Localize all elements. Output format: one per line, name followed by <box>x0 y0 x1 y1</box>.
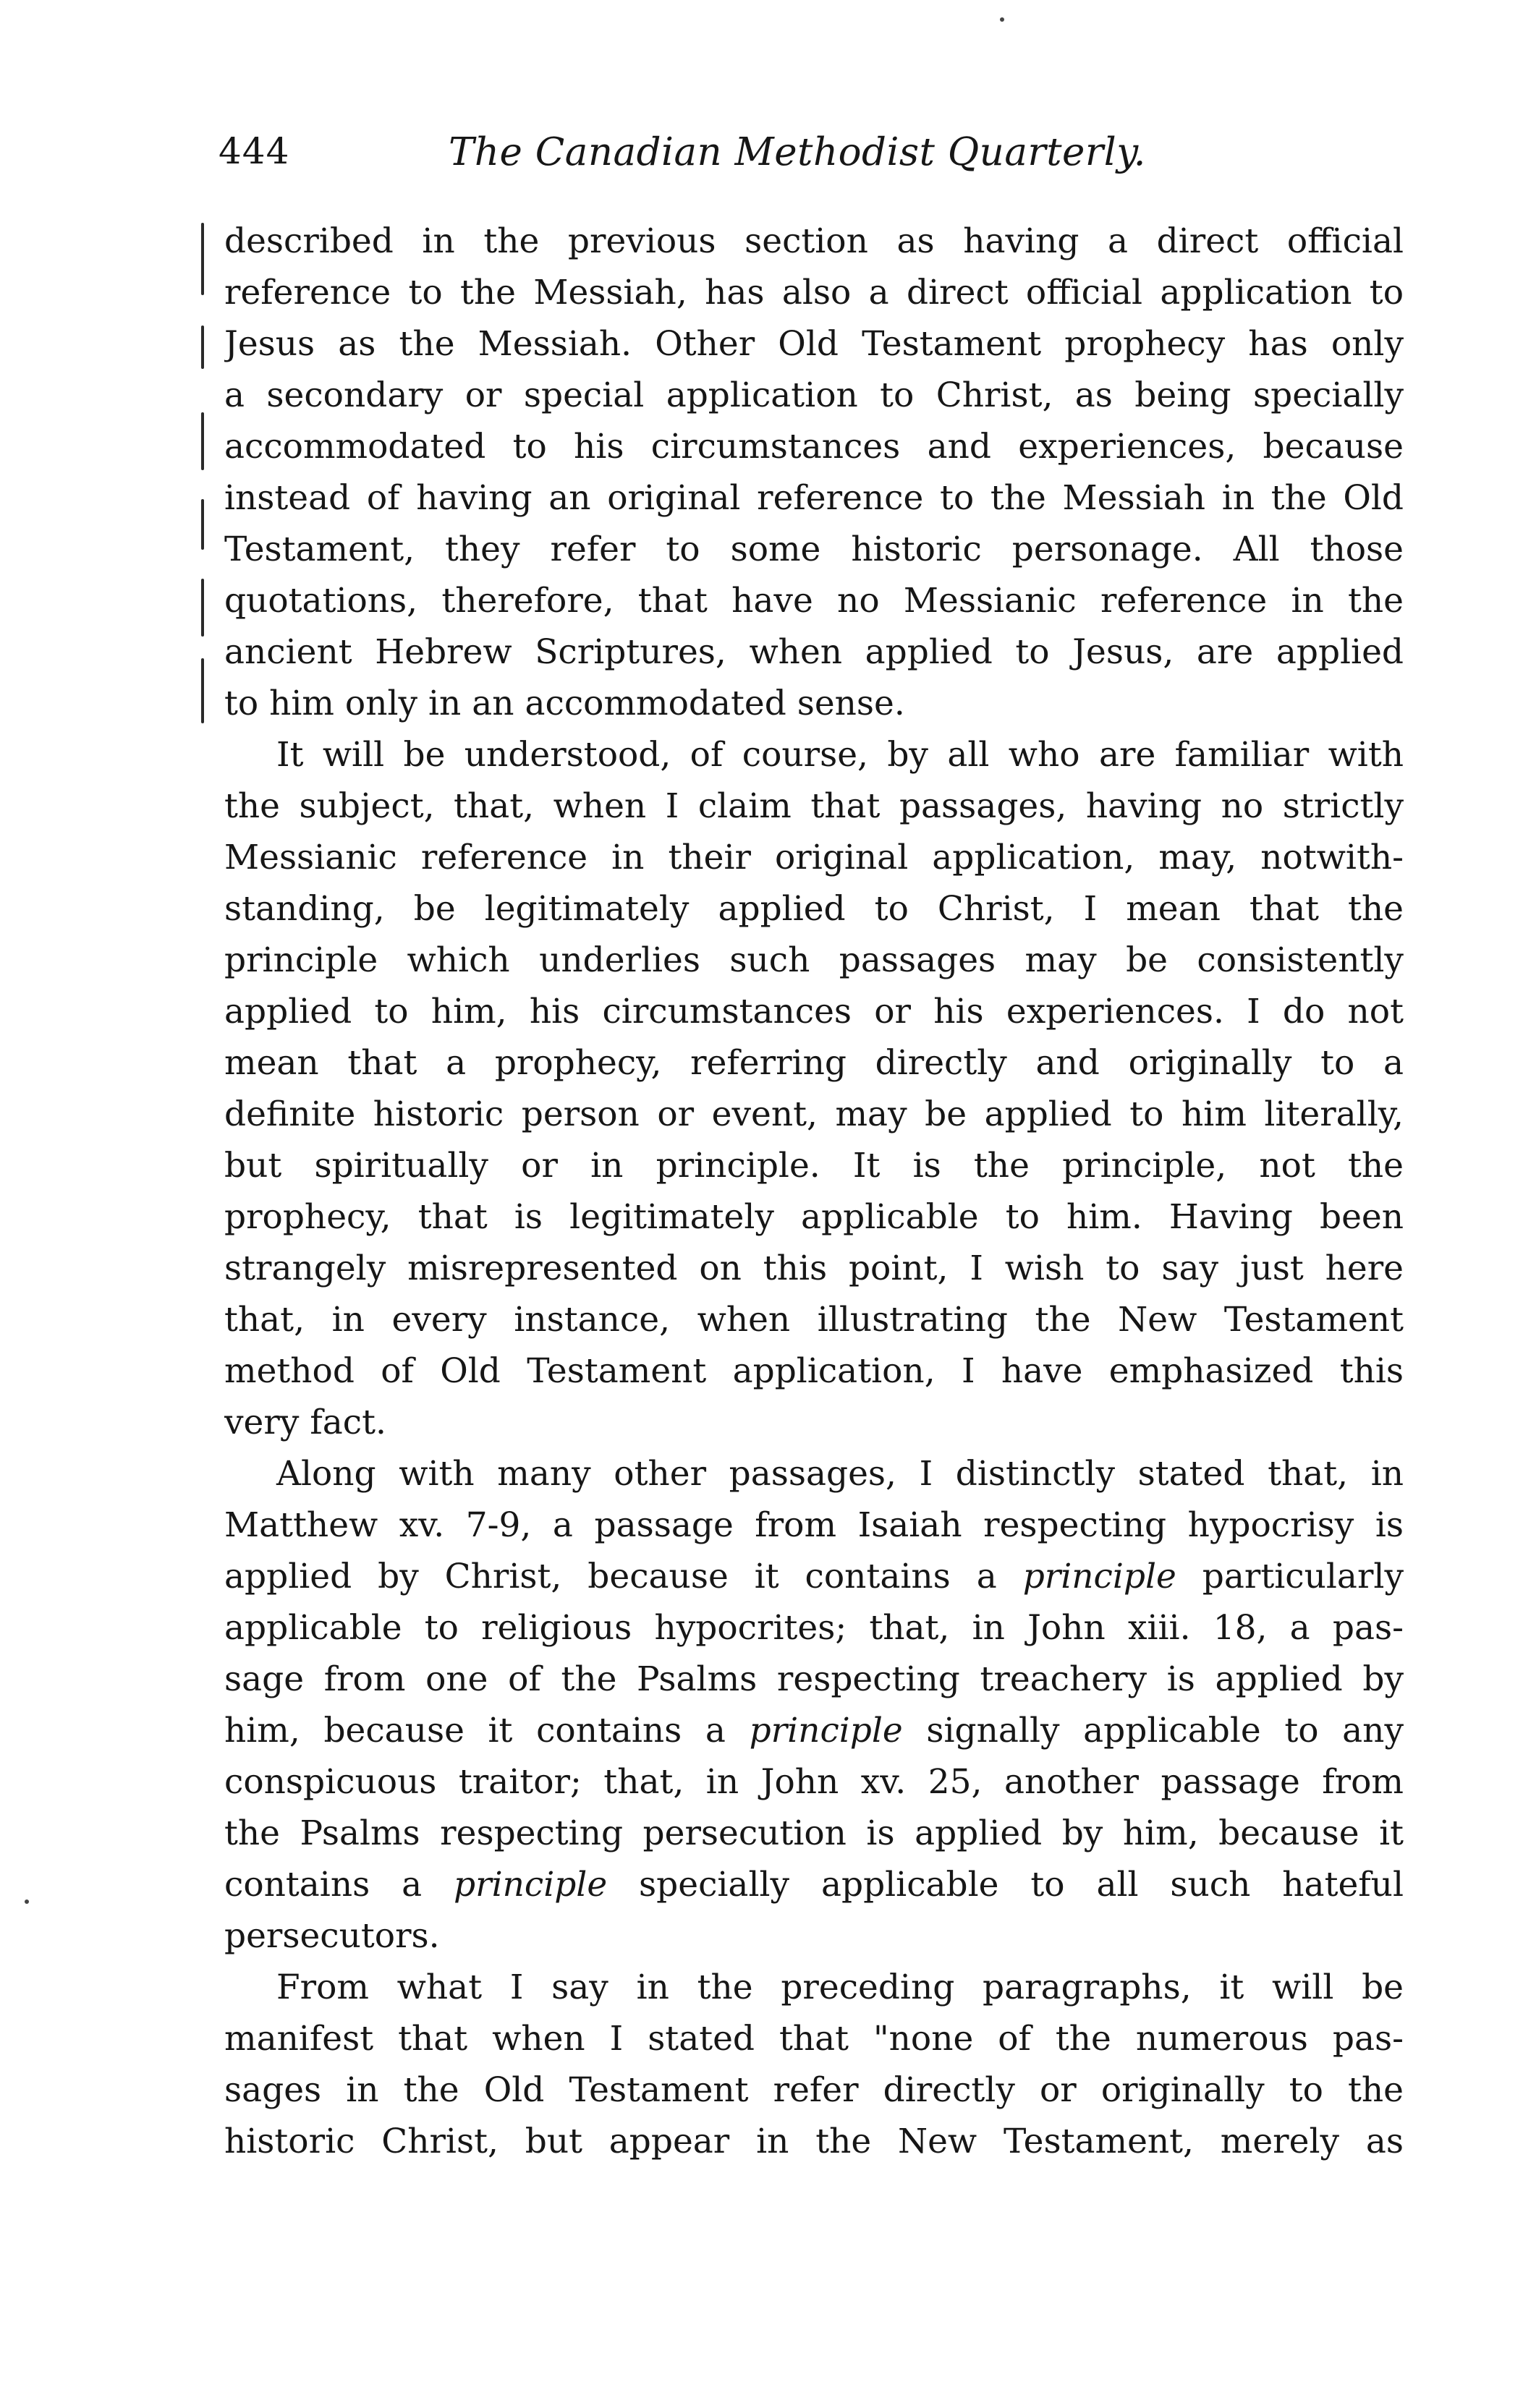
text-line: method of Old Testament application, I have emphasized this <box>224 1351 1404 1391</box>
text-line: sages in the Old Testament refer directly or originally to the <box>224 2070 1404 2110</box>
text-line: prophecy, that is legitimately applicable to him. Having been <box>224 1197 1404 1237</box>
margin-mark <box>201 579 204 637</box>
text-line: to him only in an accommodated sense. <box>224 684 905 723</box>
margin-mark <box>201 223 204 295</box>
margin-mark <box>201 658 204 723</box>
line-text: applied by Christ, because it contains a <box>224 1557 1023 1596</box>
text-line: described in the previous section as having a direct official <box>224 221 1404 261</box>
text-line: ancient Hebrew Scriptures, when applied to Jesus, are applied <box>224 632 1404 672</box>
body-text <box>224 216 1404 2167</box>
line-text: particularly <box>1176 1557 1404 1596</box>
text-line: conspicuous traitor; that, in John xv. 25, another passage from <box>224 1762 1404 1802</box>
italic-word: principle <box>1022 1557 1176 1596</box>
text-line: instead of having an original reference to the Messiah in the Old <box>224 478 1404 518</box>
line-text: him, because it contains a <box>224 1711 750 1750</box>
text-line: very fact. <box>224 1403 386 1442</box>
text-line: reference to the Messiah, has also a direct official application to <box>224 273 1404 312</box>
journal-title: The Canadian Methodist Quarterly. <box>449 130 1146 174</box>
text-line: applied to him, his circumstances or his experiences. I do not <box>224 992 1404 1031</box>
line-text: signally applicable to any <box>902 1711 1404 1750</box>
print-speck <box>1000 17 1004 22</box>
text-line: manifest that when I stated that "none of the numerous pas- <box>224 2019 1404 2059</box>
margin-mark <box>201 326 204 369</box>
text-line: definite historic person or event, may be applied to him literally, <box>224 1094 1404 1134</box>
text-line: the Psalms respecting persecution is applied by him, because it <box>224 1813 1404 1853</box>
paragraph-3 <box>224 1448 1404 1962</box>
text-line: principle which underlies such passages may be consistently <box>224 940 1404 980</box>
paragraph-1 <box>224 216 1404 729</box>
text-line: but spiritually or in principle. It is the principle, not the <box>224 1146 1404 1186</box>
text-line: Matthew xv. 7-9, a passage from Isaiah respecting hypocrisy is <box>224 1505 1404 1545</box>
text-line-with-italic <box>224 1551 1404 1602</box>
text-line: accommodated to his circumstances and experiences, because <box>224 427 1404 467</box>
paragraph-4 <box>224 1962 1404 2167</box>
text-line: Messianic reference in their original application, may, notwith- <box>224 838 1404 877</box>
text-line: historic Christ, but appear in the New Testament, merely as <box>224 2122 1404 2161</box>
text-line-with-italic <box>224 1859 1404 1910</box>
print-speck <box>25 1899 29 1904</box>
text-line-with-italic <box>224 1705 1404 1756</box>
margin-mark <box>201 499 204 550</box>
text-line: standing, be legitimately applied to Christ, I mean that the <box>224 889 1404 929</box>
paragraph-2 <box>224 729 1404 1448</box>
italic-word: principle <box>749 1711 903 1750</box>
margin-pencil-marks <box>195 217 224 738</box>
text-line: mean that a prophecy, referring directly and originally to a <box>224 1043 1404 1083</box>
page-number: 444 <box>219 130 290 172</box>
text-line: Testament, they refer to some historic personage. All those <box>224 529 1404 569</box>
line-text: specially applicable to all such hateful <box>607 1865 1404 1905</box>
text-line: applicable to religious hypocrites; that, in John xiii. 18, a pas- <box>224 1608 1404 1648</box>
text-line: From what I say in the preceding paragraphs, it will be <box>276 1967 1404 2007</box>
running-head <box>219 122 1396 187</box>
text-line: the subject, that, when I claim that passages, having no strictly <box>224 786 1404 826</box>
text-line: that, in every instance, when illustrating the New Testament <box>224 1300 1404 1340</box>
italic-word: principle <box>454 1865 608 1905</box>
text-line: Along with many other passages, I distinctly stated that, in <box>276 1454 1404 1494</box>
text-line: strangely misrepresented on this point, I wish to say just here <box>224 1248 1404 1288</box>
text-line: a secondary or special application to Christ, as being specially <box>224 375 1404 415</box>
line-text: contains a <box>224 1865 454 1905</box>
text-line: It will be understood, of course, by all who are familiar with <box>276 735 1404 775</box>
text-line: persecutors. <box>224 1916 440 1956</box>
margin-mark <box>201 412 204 470</box>
text-line: sage from one of the Psalms respecting treachery is applied by <box>224 1659 1404 1699</box>
text-line: quotations, therefore, that have no Messianic reference in the <box>224 581 1404 621</box>
text-line: Jesus as the Messiah. Other Old Testament prophecy has only <box>224 324 1404 364</box>
